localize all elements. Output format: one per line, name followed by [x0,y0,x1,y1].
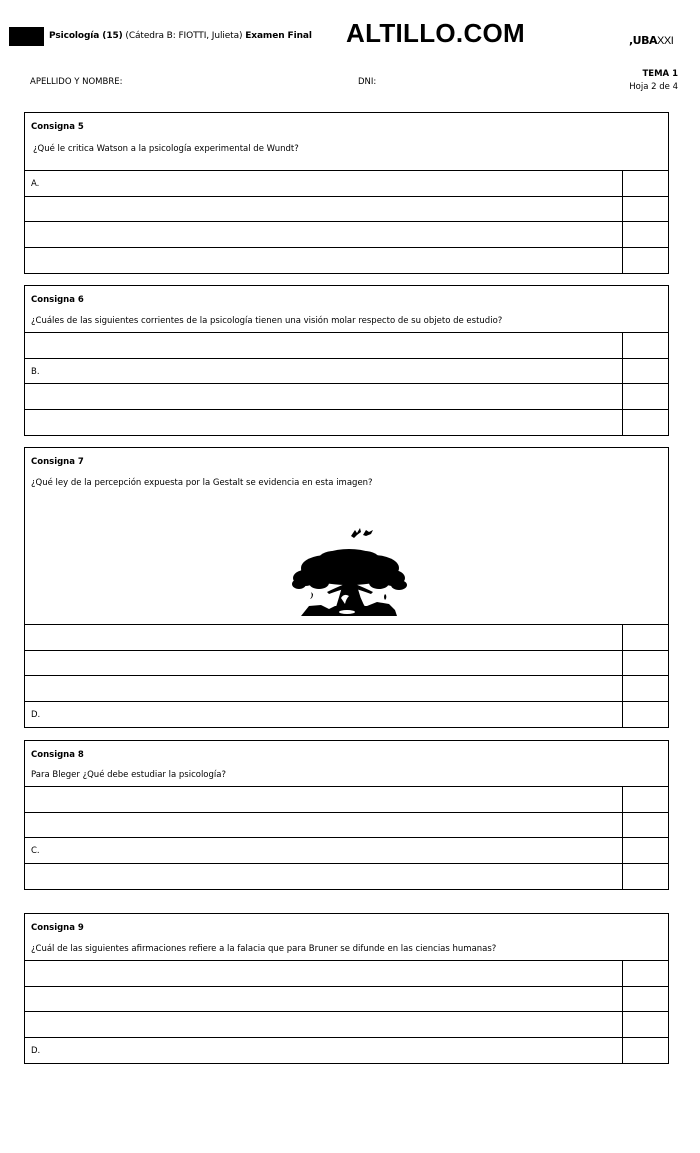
answer-letter: D. [31,1045,41,1056]
answer-letter: D. [31,709,41,720]
question-header [25,914,668,961]
answer-cell[interactable] [25,864,623,890]
question-title: Consigna 5 [31,122,84,132]
question-title: Consigna 9 [31,923,84,933]
answer-row [25,676,668,702]
answer-cell[interactable] [25,702,623,728]
mark-cell[interactable] [623,1038,668,1064]
answer-row [25,384,668,410]
answer-letter: B. [31,366,40,377]
tema-label: TEMA 1 [642,69,678,79]
question-title: Consigna 6 [31,295,84,305]
course-title [49,31,312,41]
course-chair: (Cátedra B: FIOTTI, Julieta) [125,31,243,41]
exam-type: Examen Final [245,31,312,41]
mark-cell[interactable] [623,676,668,701]
question-text: ¿Qué le critica Watson a la psicología experimental de Wundt? [33,144,299,154]
mark-cell[interactable] [623,410,668,436]
header-black-box [9,27,44,46]
question-header [25,113,668,171]
mark-cell[interactable] [623,864,668,890]
answer-letter: C. [31,846,40,856]
answer-cell[interactable] [25,171,623,196]
answer-row [25,248,668,274]
answer-cell[interactable] [25,987,623,1012]
answer-row [25,222,668,248]
mark-cell[interactable] [623,1012,668,1037]
mark-cell[interactable] [623,702,668,728]
answer-cell[interactable] [25,197,623,222]
course-name: Psicología (15) [49,31,123,41]
question-header [25,741,668,787]
question-text: ¿Cuáles de las siguientes corrientes de la psicología tienen una visión molar respecto de su objeto de estudio? [31,316,503,326]
mark-cell[interactable] [623,813,668,838]
answer-cell[interactable] [25,625,623,650]
question-text: ¿Cuál de las siguientes afirmaciones refiere a la falacia que para Bruner se difunde en las ciencias humanas? [31,944,497,954]
answer-cell[interactable] [25,384,623,409]
answer-cell[interactable] [25,676,623,701]
question-block-5 [24,112,669,274]
answer-cell[interactable] [25,813,623,838]
answer-row [25,961,668,987]
answer-cell[interactable] [25,333,623,358]
answer-row [25,171,668,197]
answer-letter: A. [31,179,40,189]
mark-cell[interactable] [623,171,668,196]
answer-cell[interactable] [25,651,623,676]
mark-cell[interactable] [623,838,668,863]
answer-cell[interactable] [25,359,623,384]
question-block-7 [24,447,669,728]
uba-logo-main: ,UBA [629,34,658,47]
dni-label: DNI: [358,77,377,87]
answer-row [25,625,668,651]
mark-cell[interactable] [623,961,668,986]
mark-cell[interactable] [623,987,668,1012]
answer-cell[interactable] [25,961,623,986]
mark-cell[interactable] [623,333,668,358]
name-label: APELLIDO Y NOMBRE: [30,77,123,87]
question-block-6 [24,285,669,436]
answer-cell[interactable] [25,838,623,863]
uba-logo [629,34,673,47]
question-title: Consigna 7 [31,457,84,467]
answer-row [25,813,668,839]
mark-cell[interactable] [623,248,668,274]
question-block-9 [24,913,669,1064]
answer-row [25,787,668,813]
answer-row [25,651,668,677]
question-block-8 [24,740,669,890]
answer-cell[interactable] [25,1038,623,1064]
mark-cell[interactable] [623,787,668,812]
mark-cell[interactable] [623,384,668,409]
answer-cell[interactable] [25,248,623,274]
mark-cell[interactable] [623,359,668,384]
mark-cell[interactable] [623,197,668,222]
tree-silhouette-image [269,488,429,618]
mark-cell[interactable] [623,222,668,247]
question-text: Para Bleger ¿Qué debe estudiar la psicología? [31,770,226,780]
question-title: Consigna 8 [31,750,84,760]
answer-row [25,1012,668,1038]
question-text: ¿Qué ley de la percepción expuesta por la Gestalt se evidencia en esta imagen? [31,478,373,488]
answer-row [25,197,668,223]
uba-logo-suffix: XXI [657,35,674,47]
answer-row [25,1038,668,1064]
answer-row [25,838,668,864]
site-watermark: ALTILLO.COM [346,18,526,48]
answer-cell[interactable] [25,1012,623,1037]
mark-cell[interactable] [623,651,668,676]
answer-row [25,359,668,385]
answer-row [25,702,668,728]
answer-cell[interactable] [25,787,623,812]
answer-row [25,987,668,1013]
answer-cell[interactable] [25,222,623,247]
answer-cell[interactable] [25,410,623,436]
answer-row [25,333,668,359]
mark-cell[interactable] [623,625,668,650]
answer-row [25,410,668,436]
question-header [25,286,668,333]
answer-row [25,864,668,890]
page-indicator: Hoja 2 de 4 [629,82,678,92]
question-header [25,448,668,625]
